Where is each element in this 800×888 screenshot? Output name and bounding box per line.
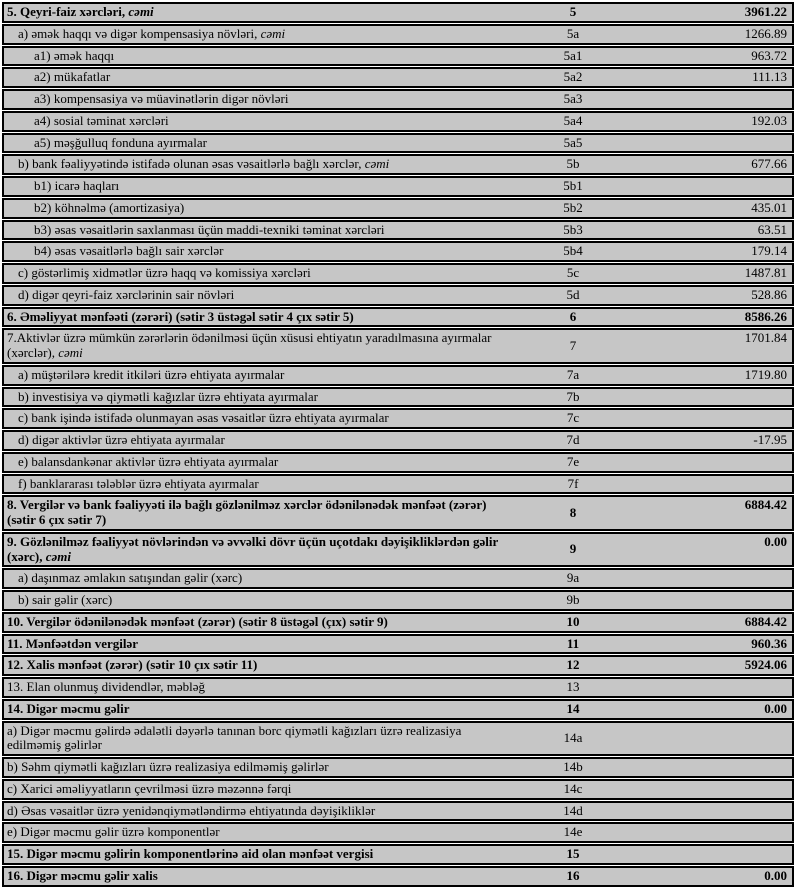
row-label xyxy=(4,26,514,43)
row-code: 5d xyxy=(566,286,580,302)
row-label-text: b) investisiya və qiymətli kağızlar üzrə ehtiyata ayırmalar xyxy=(18,388,318,404)
table-row xyxy=(2,133,794,154)
row-label xyxy=(4,4,514,21)
row-label xyxy=(4,48,514,65)
row-label xyxy=(4,701,514,718)
row-code: 14b xyxy=(563,759,583,774)
row-value: 6884.42 xyxy=(744,613,787,629)
table-row xyxy=(2,655,794,676)
row-label-italic-suffix: cəmi xyxy=(128,4,154,19)
row-value xyxy=(632,476,792,478)
row-label xyxy=(4,410,514,427)
row-label-text: b) sair gəlir (xərc) xyxy=(18,592,113,607)
row-label-text: 7.Aktivlər üzrə mümkün zərərlərin ödənilməsi üçün xüsusi ehtiyatın yaradılmasına ayırmalar (xərclər), xyxy=(7,330,492,360)
row-value xyxy=(632,570,792,572)
row-value: 111.13 xyxy=(752,69,787,85)
row-code: 5a5 xyxy=(563,134,583,150)
row-code: 8 xyxy=(569,504,577,520)
row-code: 9a xyxy=(566,570,580,586)
row-code: 7b xyxy=(566,388,580,404)
row-label-text: b) Səhm qiymətli kağızları üzrə realizasiya edilməmiş gəlirlər xyxy=(7,759,329,774)
row-label xyxy=(4,476,514,493)
row-value: 0.00 xyxy=(764,700,787,716)
row-code: 7e xyxy=(566,453,580,469)
row-value xyxy=(632,410,792,412)
row-value xyxy=(632,824,792,826)
row-code: 5b xyxy=(566,156,580,172)
row-value xyxy=(632,91,792,93)
row-value xyxy=(632,723,792,725)
row-code: 7 xyxy=(569,337,577,353)
row-value: 5924.06 xyxy=(744,657,787,673)
row-label xyxy=(4,113,514,130)
row-label xyxy=(4,803,514,820)
table-row xyxy=(2,365,794,386)
row-label xyxy=(4,389,514,406)
row-code: 5a2 xyxy=(563,69,583,85)
row-label-text: a5) məşğulluq fonduna ayırmalar xyxy=(34,134,207,150)
row-label-text: c) bank işində istifadə olunmayan əsas vəsaitlər üzrə ehtiyata ayırmalar xyxy=(18,410,389,426)
row-label-text: 13. Elan olunmuş dividendlər, məbləğ xyxy=(7,679,206,694)
row-value xyxy=(632,135,792,137)
row-code: 7c xyxy=(566,410,580,426)
row-value xyxy=(632,846,792,848)
table-row xyxy=(2,568,794,589)
row-label-text: b3) əsas vəsaitlərin saxlanması üçün maddi-texniki təminat xərcləri xyxy=(34,221,385,237)
row-label xyxy=(4,367,514,384)
row-value: 435.01 xyxy=(751,199,787,215)
table-row xyxy=(2,328,794,364)
row-label-text: 8. Vergilər və bank fəaliyyəti ilə bağlı gözlənilməz xərclər ödənilənədək mənfəət (zərər) (sətir 6 çıx sətir 7) xyxy=(7,497,487,527)
row-code: 14c xyxy=(563,780,583,796)
row-value: 8586.26 xyxy=(744,308,787,324)
row-label-text: 16. Digər məcmu gəlir xalis xyxy=(7,867,158,883)
row-code: 7a xyxy=(566,366,580,382)
table-row xyxy=(2,474,794,495)
row-value: 528.86 xyxy=(751,286,787,302)
table-row xyxy=(2,307,794,328)
row-label xyxy=(4,614,514,631)
row-label xyxy=(4,432,514,449)
row-label xyxy=(4,454,514,471)
row-label-text: a2) mükafatlar xyxy=(34,69,111,85)
row-code: 16 xyxy=(566,867,580,883)
row-label-text: a) əmək haqqı və digər kompensasiya növləri, xyxy=(18,25,261,41)
row-value: 677.66 xyxy=(751,156,787,172)
row-code: 5b3 xyxy=(563,221,583,237)
row-label-text: 15. Digər məcmu gəlirin komponentlərinə aid olan mənfəət vergisi xyxy=(7,846,374,861)
row-label xyxy=(4,759,514,776)
row-label xyxy=(4,534,514,566)
row-label-text: a) daşınmaz əmlakın satışından gəlir (xərc) xyxy=(18,570,243,586)
row-label xyxy=(4,156,514,173)
row-value xyxy=(632,679,792,681)
row-code: 13 xyxy=(566,679,580,694)
row-code: 15 xyxy=(566,846,580,861)
row-label-text: c) göstərlimiş xidmətlər üzrə haqq və komissiya xərcləri xyxy=(18,265,311,280)
row-value: 1266.89 xyxy=(744,25,787,41)
row-label-text: 11. Mənfəətdən vergilər xyxy=(7,635,139,651)
row-value: 963.72 xyxy=(751,47,787,63)
row-value xyxy=(632,454,792,456)
row-label-text: e) Digər məcmu gəlir üzrə komponentlər xyxy=(7,824,220,840)
row-value: 1487.81 xyxy=(744,265,787,280)
row-value: 63.51 xyxy=(757,221,787,237)
row-label xyxy=(4,330,514,362)
row-label xyxy=(4,824,514,841)
row-label-text: b2) köhnəlmə (amortizasiya) xyxy=(34,199,185,215)
row-code: 5b2 xyxy=(563,199,583,215)
row-label xyxy=(4,846,514,863)
row-label xyxy=(4,69,514,86)
row-label-text: 5. Qeyri-faiz xərcləri, xyxy=(7,4,129,19)
row-value: 3961.22 xyxy=(744,4,787,19)
row-label-italic-suffix: cəmi xyxy=(364,156,390,172)
table-row xyxy=(2,220,794,241)
row-label-italic-suffix: cəmi xyxy=(45,548,71,564)
row-label-text: 12. Xalis mənfəət (zərər) (sətir 10 çıx sətir 11) xyxy=(7,657,258,673)
row-label xyxy=(4,222,514,239)
row-label-text: a3) kompensasiya və müavinətlərin digər növləri xyxy=(34,91,289,106)
row-label-text: b4) əsas vəsaitlərlə bağlı sair xərclər xyxy=(34,243,224,259)
row-code: 5b1 xyxy=(563,178,583,193)
row-label xyxy=(4,243,514,260)
table-row xyxy=(2,263,794,284)
row-code: 6 xyxy=(569,308,577,324)
row-code: 14e xyxy=(563,824,583,840)
row-label xyxy=(4,723,514,755)
row-code: 14 xyxy=(566,700,580,716)
row-code: 9b xyxy=(566,592,580,607)
table-row xyxy=(2,452,794,473)
table-row xyxy=(2,801,794,822)
table-row xyxy=(2,430,794,451)
table-row xyxy=(2,67,794,88)
row-value: 192.03 xyxy=(751,112,787,128)
row-label-text: a) Digər məcmu gəlirdə ədalətli dəyərlə tanınan borc qiymətli kağızları üzrə realizasiya edilməmiş gəlirlər xyxy=(7,722,462,753)
row-label xyxy=(4,592,514,609)
row-value: 960.36 xyxy=(751,635,787,651)
row-label xyxy=(4,657,514,674)
table-row xyxy=(2,154,794,175)
row-value xyxy=(632,803,792,805)
row-label-text: a1) əmək haqqı xyxy=(34,47,115,63)
table-row xyxy=(2,176,794,197)
table-row xyxy=(2,89,794,110)
table-row xyxy=(2,111,794,132)
row-label-text: 10. Vergilər ödənilənədək mənfəət (zərər) (sətir 8 üstəgəl (çıx) sətir 9) xyxy=(7,613,388,629)
table-row xyxy=(2,634,794,655)
row-value: 179.14 xyxy=(751,243,787,259)
table-row xyxy=(2,408,794,429)
row-code: 9 xyxy=(569,541,577,557)
row-label xyxy=(4,309,514,326)
row-code: 14a xyxy=(563,729,583,745)
row-label-text: d) digər qeyri-faiz xərclərinin sair növləri xyxy=(18,286,235,302)
row-code: 5a3 xyxy=(563,91,583,106)
row-value xyxy=(632,781,792,783)
row-label xyxy=(4,679,514,696)
row-value xyxy=(632,592,792,594)
row-label xyxy=(4,91,514,108)
row-value: 1701.84 xyxy=(744,330,787,346)
row-label xyxy=(4,178,514,195)
row-label-text: 6. Əməliyyat mənfəəti (zərəri) (sətir 3 üstəgəl sətir 4 çıx sətir 5) xyxy=(7,308,354,324)
row-code: 7f xyxy=(567,475,579,491)
row-label-text: a) müştərilərə kredit itkiləri üzrə ehtiyata ayırmalar xyxy=(18,366,285,382)
row-value xyxy=(632,178,792,180)
row-code: 5a xyxy=(566,25,580,41)
row-value: 1719.80 xyxy=(744,366,787,382)
row-value: 0.00 xyxy=(764,533,787,549)
row-label-text: e) balansdankənar aktivlər üzrə ehtiyata ayırmalar xyxy=(18,453,279,469)
table-row xyxy=(2,24,794,45)
row-code: 5a4 xyxy=(563,112,583,128)
row-label xyxy=(4,868,514,885)
row-label xyxy=(4,135,514,152)
row-label xyxy=(4,497,514,529)
table-row xyxy=(2,699,794,720)
row-label xyxy=(4,200,514,217)
row-label-text: 9. Gözlənilməz fəaliyyət növlərindən və əvvəlki dövr üçün uçotdakı dəyişikliklərdən gəlir (xərc), xyxy=(7,533,498,564)
row-label xyxy=(4,570,514,587)
row-label-italic-suffix: cəmi xyxy=(58,345,83,360)
table-row xyxy=(2,241,794,262)
row-label-text: d) Əsas vəsaitlər üzrə yenidənqiymətləndirmə ehtiyatında dəyişikliklər xyxy=(7,802,376,818)
table-row xyxy=(2,2,794,23)
row-value: -17.95 xyxy=(753,432,787,447)
table-row xyxy=(2,198,794,219)
row-label-italic-suffix: cəmi xyxy=(260,25,286,41)
row-code: 14d xyxy=(563,802,583,818)
table-row xyxy=(2,822,794,843)
table-row xyxy=(2,866,794,887)
table-row xyxy=(2,721,794,757)
table-row xyxy=(2,677,794,698)
row-label-text: f) banklararası tələblər üzrə ehtiyata ayırmalar xyxy=(18,475,259,491)
row-label xyxy=(4,781,514,798)
row-value xyxy=(632,389,792,391)
row-label-text: c) Xarici əməliyyatların çevrilməsi üzrə məzənnə fərqi xyxy=(7,780,292,796)
financial-report-table xyxy=(2,2,794,887)
row-label-text: d) digər aktivlər üzrə ehtiyata ayırmalar xyxy=(18,432,225,447)
row-label xyxy=(4,265,514,282)
row-value: 0.00 xyxy=(764,867,787,883)
table-row xyxy=(2,757,794,778)
table-row xyxy=(2,779,794,800)
table-row xyxy=(2,612,794,633)
row-label xyxy=(4,287,514,304)
row-label-text: b) bank fəaliyyətində istifadə olunan əsas vəsaitlərlə bağlı xərclər, xyxy=(18,156,365,172)
row-value xyxy=(632,759,792,761)
table-row xyxy=(2,590,794,611)
table-row xyxy=(2,46,794,67)
row-code: 7d xyxy=(566,432,580,447)
row-code: 12 xyxy=(566,657,580,673)
row-label-text: 14. Digər məcmu gəlir xyxy=(7,700,130,716)
row-label xyxy=(4,636,514,653)
row-code: 10 xyxy=(566,613,580,629)
row-label-text: b1) icarə haqları xyxy=(34,178,120,193)
table-row xyxy=(2,532,794,568)
row-label-text: a4) sosial təminat xərcləri xyxy=(34,112,169,128)
row-value: 6884.42 xyxy=(744,497,787,513)
row-code: 5a1 xyxy=(563,47,583,63)
row-code: 5c xyxy=(566,265,580,280)
row-code: 5 xyxy=(569,4,577,19)
row-code: 5b4 xyxy=(563,243,583,259)
table-row xyxy=(2,285,794,306)
table-row xyxy=(2,495,794,531)
row-code: 11 xyxy=(566,635,580,651)
table-row xyxy=(2,387,794,408)
table-row xyxy=(2,844,794,865)
